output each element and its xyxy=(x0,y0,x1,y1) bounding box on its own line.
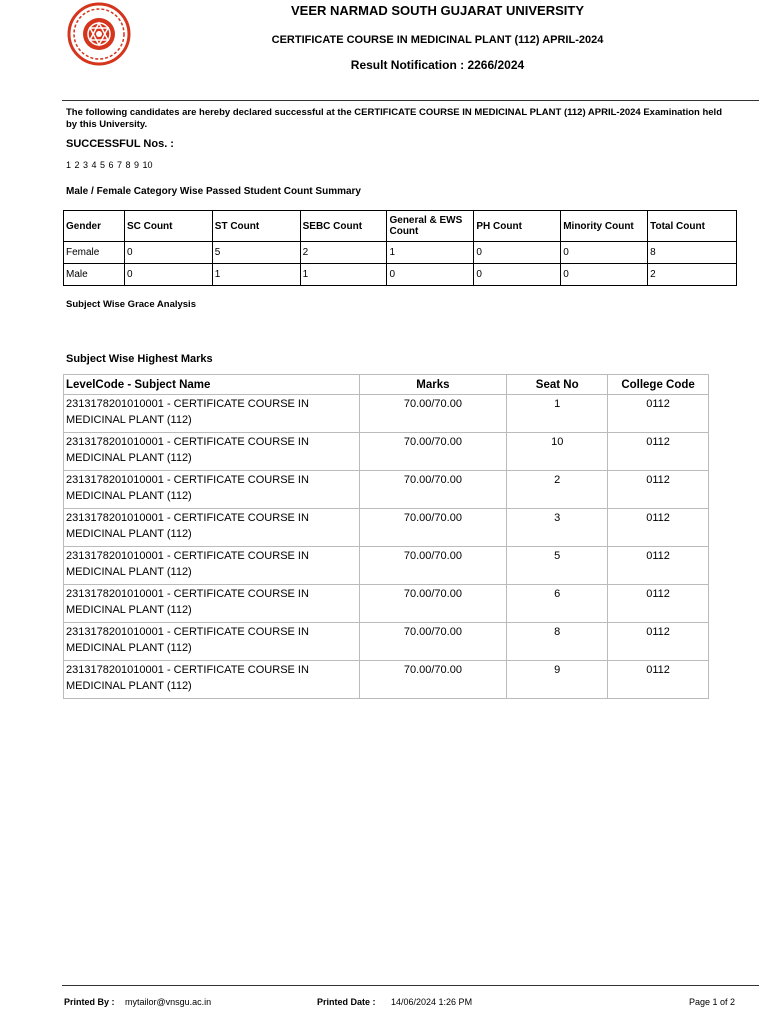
printed-by-label: Printed By : xyxy=(64,997,115,1007)
subject-cell: 2313178201010001 - CERTIFICATE COURSE IN MEDICINAL PLANT (112) xyxy=(64,509,360,547)
table-row xyxy=(64,395,709,433)
summary-header: Total Count xyxy=(648,211,737,242)
summary-cell: 1 xyxy=(387,242,474,264)
highest-header: LevelCode - Subject Name xyxy=(64,375,360,395)
summary-header: Minority Count xyxy=(561,211,648,242)
footer-divider xyxy=(62,985,759,986)
marks-cell: 70.00/70.00 xyxy=(359,395,507,433)
seat-cell: 2 xyxy=(507,471,608,509)
summary-cell: 0 xyxy=(124,242,212,264)
table-row xyxy=(64,585,709,623)
summary-cell: 0 xyxy=(124,264,212,286)
summary-header-row xyxy=(64,211,737,242)
table-row xyxy=(64,433,709,471)
summary-table xyxy=(63,210,737,286)
table-row xyxy=(64,509,709,547)
seat-cell: 6 xyxy=(507,585,608,623)
summary-header: PH Count xyxy=(474,211,561,242)
college-cell: 0112 xyxy=(608,547,709,585)
highest-marks-table xyxy=(63,374,709,699)
table-row xyxy=(64,623,709,661)
summary-cell: Male xyxy=(64,264,125,286)
subject-cell: 2313178201010001 - CERTIFICATE COURSE IN MEDICINAL PLANT (112) xyxy=(64,547,360,585)
summary-header: SC Count xyxy=(124,211,212,242)
summary-cell: 8 xyxy=(648,242,737,264)
summary-row-male xyxy=(64,264,737,286)
summary-cell: 5 xyxy=(212,242,300,264)
table-row xyxy=(64,471,709,509)
successful-label: SUCCESSFUL Nos. : xyxy=(66,138,174,150)
highest-header-row xyxy=(64,375,709,395)
summary-cell: 0 xyxy=(474,242,561,264)
marks-cell: 70.00/70.00 xyxy=(359,623,507,661)
marks-cell: 70.00/70.00 xyxy=(359,471,507,509)
university-logo-icon xyxy=(61,2,137,66)
table-row xyxy=(64,661,709,699)
seat-cell: 3 xyxy=(507,509,608,547)
summary-header: SEBC Count xyxy=(300,211,387,242)
marks-cell: 70.00/70.00 xyxy=(359,661,507,699)
seat-cell: 10 xyxy=(507,433,608,471)
summary-row-female xyxy=(64,242,737,264)
college-cell: 0112 xyxy=(608,661,709,699)
subject-cell: 2313178201010001 - CERTIFICATE COURSE IN MEDICINAL PLANT (112) xyxy=(64,585,360,623)
college-cell: 0112 xyxy=(608,585,709,623)
summary-cell: 2 xyxy=(300,242,387,264)
highest-marks-title: Subject Wise Highest Marks xyxy=(66,353,213,365)
table-row xyxy=(64,547,709,585)
summary-header: Gender xyxy=(64,211,125,242)
summary-cell: Female xyxy=(64,242,125,264)
summary-cell: 0 xyxy=(387,264,474,286)
seat-cell: 9 xyxy=(507,661,608,699)
college-cell: 0112 xyxy=(608,395,709,433)
marks-cell: 70.00/70.00 xyxy=(359,509,507,547)
college-cell: 0112 xyxy=(608,471,709,509)
subject-cell: 2313178201010001 - CERTIFICATE COURSE IN MEDICINAL PLANT (112) xyxy=(64,395,360,433)
seat-cell: 1 xyxy=(507,395,608,433)
summary-cell: 2 xyxy=(648,264,737,286)
summary-title: Male / Female Category Wise Passed Student Count Summary xyxy=(66,186,361,197)
intro-text: The following candidates are hereby declared successful at the CERTIFICATE COURSE IN MEDICINAL PLANT (112) APRIL-2024 Examination held by this University. xyxy=(66,107,722,130)
summary-header: ST Count xyxy=(212,211,300,242)
summary-cell: 1 xyxy=(212,264,300,286)
college-cell: 0112 xyxy=(608,509,709,547)
university-name: VEER NARMAD SOUTH GUJARAT UNIVERSITY xyxy=(290,3,584,18)
printed-date-value: 14/06/2024 1:26 PM xyxy=(391,997,473,1007)
printed-date-label: Printed Date : xyxy=(317,997,376,1007)
highest-header: College Code xyxy=(608,375,709,395)
marks-cell: 70.00/70.00 xyxy=(359,547,507,585)
subject-cell: 2313178201010001 - CERTIFICATE COURSE IN MEDICINAL PLANT (112) xyxy=(64,623,360,661)
summary-cell: 0 xyxy=(561,264,648,286)
subject-cell: 2313178201010001 - CERTIFICATE COURSE IN MEDICINAL PLANT (112) xyxy=(64,433,360,471)
result-notification: Result Notification : 2266/2024 xyxy=(350,58,525,72)
college-cell: 0112 xyxy=(608,433,709,471)
seat-cell: 8 xyxy=(507,623,608,661)
grace-analysis-title: Subject Wise Grace Analysis xyxy=(66,299,196,310)
printed-by-value: mytailor@vnsgu.ac.in xyxy=(125,997,212,1007)
header-divider xyxy=(62,100,759,101)
summary-header: General & EWS Count xyxy=(387,211,474,242)
marks-cell: 70.00/70.00 xyxy=(359,585,507,623)
summary-cell: 0 xyxy=(561,242,648,264)
summary-cell: 1 xyxy=(300,264,387,286)
seat-cell: 5 xyxy=(507,547,608,585)
highest-header: Seat No xyxy=(507,375,608,395)
subject-cell: 2313178201010001 - CERTIFICATE COURSE IN MEDICINAL PLANT (112) xyxy=(64,471,360,509)
subject-cell: 2313178201010001 - CERTIFICATE COURSE IN MEDICINAL PLANT (112) xyxy=(64,661,360,699)
course-title: CERTIFICATE COURSE IN MEDICINAL PLANT (112) APRIL-2024 xyxy=(271,34,604,46)
college-cell: 0112 xyxy=(608,623,709,661)
marks-cell: 70.00/70.00 xyxy=(359,433,507,471)
page-number: Page 1 of 2 xyxy=(689,997,736,1007)
highest-header: Marks xyxy=(359,375,507,395)
summary-cell: 0 xyxy=(474,264,561,286)
successful-numbers: 1 2 3 4 5 6 7 8 9 10 xyxy=(66,160,153,170)
